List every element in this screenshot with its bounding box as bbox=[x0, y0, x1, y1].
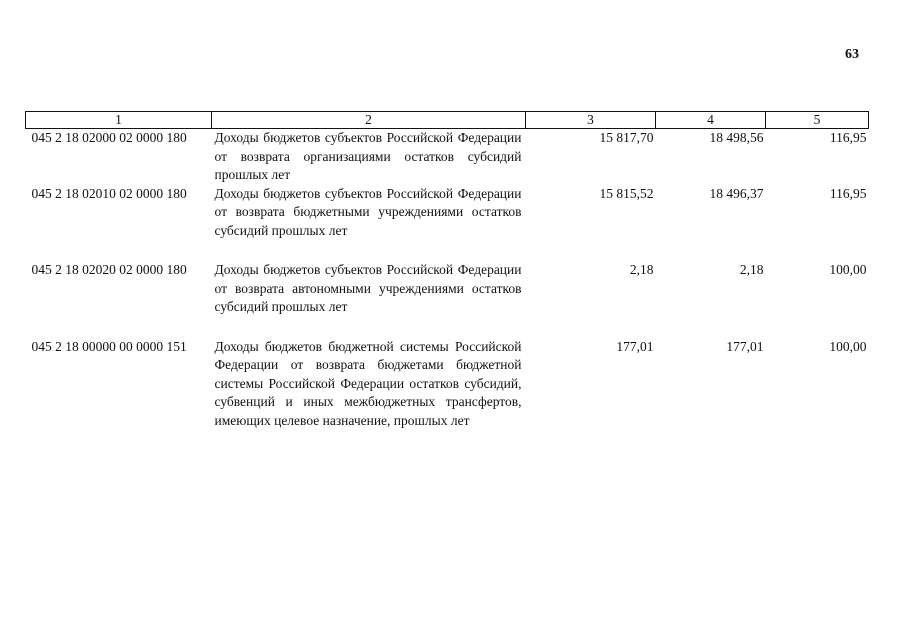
row-code: 045 2 18 02020 02 0000 180 bbox=[31, 262, 187, 277]
row-col5: 100,00 bbox=[829, 338, 867, 354]
row-name: Доходы бюджетов субъектов Российской Федерации от возврата бюджетными учреждениями остатков субсидий прошлых лет bbox=[214, 185, 522, 238]
table-row bbox=[26, 185, 869, 262]
row-col3: 2,18 bbox=[629, 262, 654, 277]
row-code: 045 2 18 02000 02 0000 180 bbox=[31, 130, 187, 145]
row-name: Доходы бюджетов субъектов Российской Федерации от возврата автономными учреждениями остатков субсидий прошлых лет bbox=[214, 262, 522, 314]
row-col5: 116,95 bbox=[829, 185, 867, 201]
page-number: 63 bbox=[845, 47, 859, 62]
row-col3: 15 817,70 bbox=[599, 130, 654, 145]
header-row bbox=[26, 112, 869, 129]
table-row bbox=[26, 338, 869, 431]
row-name: Доходы бюджетов субъектов Российской Федерации от возврата организациями остатков субсидий прошлых лет bbox=[214, 130, 522, 182]
row-name: Доходы бюджетов бюджетной системы Российской Федерации от возврата бюджетами бюджетной системы Российской Федерации остатков субсидий, субвенций и иных межбюджетных трансфертов, имеющих целевое назначение, прошлых лет bbox=[214, 338, 522, 428]
row-code: 045 2 18 00000 00 0000 151 bbox=[31, 338, 187, 354]
row-col4: 2,18 bbox=[739, 262, 764, 277]
header-col-1: 1 bbox=[26, 112, 212, 129]
table-row bbox=[26, 261, 869, 338]
table-row bbox=[26, 129, 869, 185]
row-code: 045 2 18 02010 02 0000 180 bbox=[31, 185, 187, 201]
table-body bbox=[26, 129, 869, 431]
row-col5: 116,95 bbox=[829, 130, 867, 145]
row-col3: 177,01 bbox=[616, 338, 654, 354]
row-col4: 18 498,56 bbox=[709, 130, 764, 145]
row-col3: 15 815,52 bbox=[599, 185, 654, 201]
row-col5: 100,00 bbox=[829, 262, 867, 277]
row-col4: 177,01 bbox=[726, 338, 764, 354]
row-col4: 18 496,37 bbox=[709, 185, 764, 201]
budget-table bbox=[25, 111, 869, 430]
header-col-4: 4 bbox=[656, 112, 766, 129]
header-col-5: 5 bbox=[766, 112, 869, 129]
header-col-3: 3 bbox=[526, 112, 656, 129]
header-col-2: 2 bbox=[212, 112, 526, 129]
table-header bbox=[26, 112, 869, 129]
